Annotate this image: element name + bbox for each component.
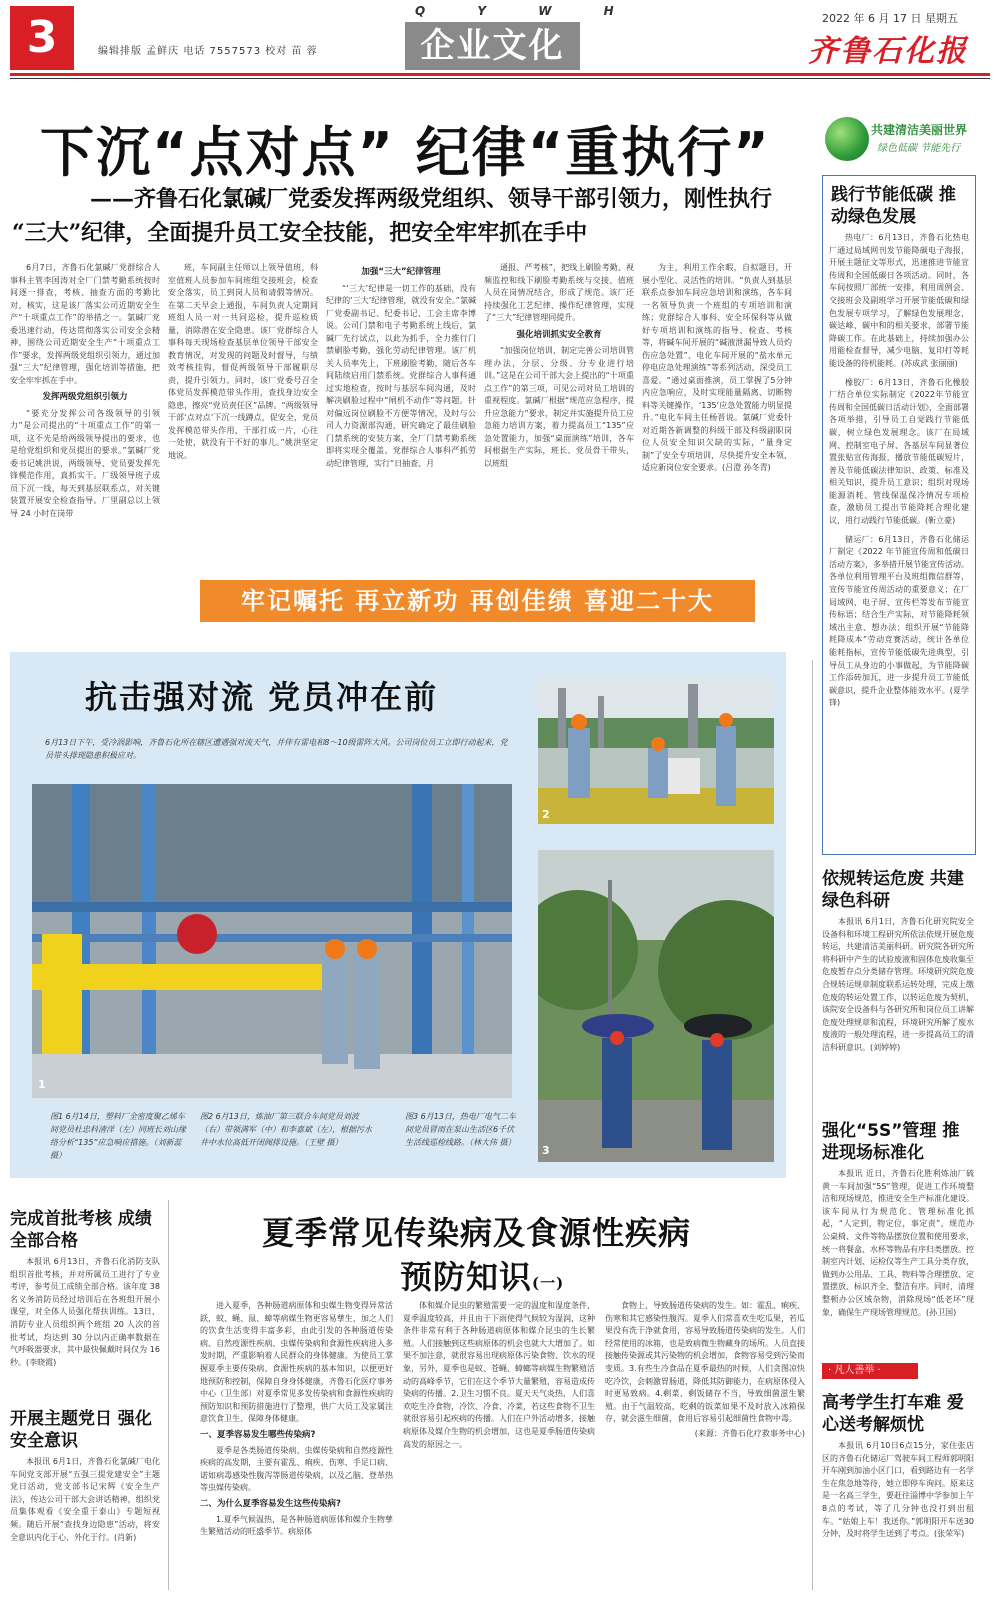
lead-headline: 下沉“点对点” 纪律“重执行” [40, 121, 771, 184]
editor-line: 编辑排版 孟鲜庆 电话 7557573 校对 苗 蓉 [98, 46, 318, 57]
lead-body [10, 262, 810, 622]
photo-feature-headline: 抗击强对流 党员冲在前 [85, 678, 439, 716]
photo-2-image [538, 678, 774, 824]
lead-column-3 [326, 262, 476, 472]
photo-number: 2 [542, 808, 550, 821]
section-heading: 加强“三大”纪律管理 [361, 267, 441, 277]
masthead-rule [10, 73, 990, 76]
photo-number: 1 [38, 1078, 46, 1091]
news-brief-2 [822, 1120, 974, 1319]
energy-saving-box [822, 175, 976, 855]
title-part: 预防知识 [400, 1258, 533, 1296]
brief-heading: 强化“5S”管理 推进现场标准化 [822, 1121, 960, 1163]
paragraph: 橡胶厂：6月13日，齐鲁石化橡胶厂结合单位实际制定《2022年节能宣传周和全国低碳日活动计划》，全面部署各项举措，引导员工自觉践行节能低碳，树立绿色发展理念。该厂在局域网、控制室电子屏、各基层车间显著位置张贴宣传海报，播放节能低碳短片，普及节能低碳法律知识、政策、标准及相关知识，提升员工意识；组织对现场能源消耗、管线保温保冷情况专项检查，激励员工提出节能降耗合理化建议，用行动践行节能低碳。(靳立豪) [829, 377, 969, 526]
column-tag: · 凡人善举 · [822, 1363, 918, 1379]
green-subtitle: 绿色低碳 节能先行 [877, 143, 961, 154]
news-brief-5 [10, 1408, 160, 1544]
slogan-banner: 牢记嘱托 再立新功 再创佳绩 喜迎二十大 [200, 580, 755, 622]
column-divider [168, 1200, 169, 1590]
green-logo-box [825, 115, 975, 165]
paragraph: 夏季是各类肠道传染病、虫媒传染病和自然疫源性疾病的高发期，主要有霍乱、痢疾、伤寒、手足口病、诺如病毒感染性腹泻等肠道传染病，以及乙脑、登革热等虫媒传染病。 [200, 1445, 393, 1493]
paragraph: “要充分发挥公司各级领导的引领力”是公司提出的“十项重点工作”的第一项，这不光是给两级领导提出的要求，也是给党组织和党员提出的要求。”氯碱厂党委书记姚洪说，两级领导、党员要发挥先锋模范作用，真抓实干。厂级领导班子成员下沉一线，每天到基层联系点，对关键装置开展安全检查指导。厂里副总以上领导 24 小时在岗带 [10, 408, 160, 518]
brief-text: 本报讯 6月13日，齐鲁石化消防支队组织首批考核，并对所属员工进行了专业考评，参考员工成绩全部合格。该年度 38 名义务消防员经过培训后在各班组开展小课堂，对全体人员强化帮扶训练。13日，消防专业人员组织两个班组 20 人次的首批考试，均达到 30 分以内正确率数据在气呼吸器要求，其中最快佩戴时间仅为 16 秒。(李晓霞) [10, 1257, 160, 1367]
photo-1-image [32, 784, 512, 1098]
paragraph: 班，车间副主任师以上领导值班，科室值班人员参加车间班组交接班会，检查安全落实，员工到岗人员和请假等情况。在第二天早会上通报，车间负责人定期间班组人员一对一共同巡检，提升巡检质量，消除潜在安全隐患。该厂党群综合人事科每天现场检查基层单位领导干部安全教育情况，对发现的问题及时督导，与绩效考核挂钩，督促两级领导干部履职尽责，提升引领力。同时，该厂党委号召全体党员发挥模范带头作用，查找身边安全隐患，擦亮“党员责任区”品牌。“两级领导干部‘点对点’下沉一线蹲点，促安全，党员发挥模范带头作用，干部打成一片，心往一处使，就没有干不好的事儿。”姚洪坚定地说。 [168, 263, 318, 460]
title-part-suffix: (一) [532, 1274, 565, 1292]
section-heading: 一、夏季容易发生哪些传染病? [200, 1429, 316, 1440]
paragraph: “‘三大’纪律是一切工作的基础，没有纪律的‘三大’纪律管理，就没有安全。”氯碱厂党委副书记、纪委书记、工会主席李博说。公司门禁和电子考勤系统上线后，氯碱厂先行试点，以此为抓手，全力推行门禁刷脸考勤，强化劳动纪律管理。该厂机关人员率先上，下班刷脸考勤，随后各车间陆续启用门禁系统。党群综合人事科通过实地检查，按时与基层车间沟通，及时解决刷脸过程中“闸机不动作”等问题。针对偏远岗位刷脸不方便等情况，及时与公司人力资源部沟通，研究确定了最佳刷脸门禁系统的安装方案，全厂门禁考勤系统即将实现全覆盖。党群综合人事科严抓劳动纪律管理，实行“日抽查、月 [326, 283, 476, 468]
section-heading: 发挥两级党组织引领力 [42, 392, 128, 402]
health-article-title: 夏季常见传染病及食源性疾病 [262, 1214, 692, 1252]
paragraph: 通报、严考核”，把线上刷脸考勤、视频监控和线下刷脸考勤系统与交接、值班人员在岗情况结合，形成了规范。该厂还持续强化工艺纪律、操作纪律管理，实现了“三大”纪律管理同提升。 [484, 263, 634, 322]
paragraph: 6月7日，齐鲁石化氯碱厂党群综合人事科主管李国涛对全厂门禁考勤系统按时间逐一排查，考核、抽查方面的考勤比对、核实，这是该厂落实公司近期安全生产“十项重点工作”的举措之一。氯碱厂党委迅速行动，传达贯彻落实公司安全会精神，围绕公司近期安全生产“十项重点工作”要求，发挥两级党组织引领力，通过加强“三大”纪律管理，强化培训等措施，把安全牢牢抓在手中。 [10, 263, 160, 385]
lead-column-4 [484, 262, 634, 472]
column-divider [812, 660, 813, 1590]
photo-2 [538, 678, 774, 824]
brief-heading: 高考学生打车难 爱心送考解烦忧 [822, 1393, 964, 1435]
issue-date: 2022 年 6 月 17 日 星期五 [822, 12, 958, 25]
green-title: 共建清洁美丽世界 [871, 123, 968, 137]
page-number: 3 [10, 6, 74, 70]
brief-text: 本报讯 6月10日6点15分，家住张店区的齐鲁石化储运厂驾驶车间工程师郭明阳开车刚到加油小区门口，看到路边有一名学生在焦急地等待，她立即停车询问。原来这是一名高三学生，要赶往淄博中学参加上午8点的考试，等了几分钟也没打到出租车。“姑娘上车！我送你。”郭明阳开车送30分钟，及时将学生送到了考点。(张荣军) [822, 1441, 974, 1539]
globe-icon [825, 117, 869, 161]
photo-caption-1: 图1 6月14日，塑料厂全密度聚乙烯车间党员杜忠科清洋（左）同班长刘山缘络分析“135”应急响应措施。（刘新蕊 摄） [50, 1112, 186, 1160]
section-heading: 强化培训抓实安全教育 [516, 329, 602, 340]
paragraph: 热电厂：6月13日，齐鲁石化热电厂通过局域网刊发节能降碳电子海报，开展主题征文等形式，迅速推进节能宣传周和全国低碳日各项活动。同时，各车间按照厂部统一安排，利用周例会、交接班会及副班学习开展节能低碳和绿色发展专项学习，了解绿色发展理念，碳达峰、碳中和的相关要求，部署节能降碳工作。在此基础上，持续加强办公用能检查督导，减少电脑、复印打等耗能设备的待机能耗。(苏成武 张丽丽) [829, 233, 969, 368]
brief-text: 本报讯 6月1日，齐鲁石化氯碱厂电化车间党支部开展“五强三提党建安全”主题党日活动，党支部书记宋辉《安全生产法》，传达公司干部大会讲话精神，组织党员集体观看《安全重于泰山》专题短视频。随后开展“查找身边隐患”活动，将安全意识内化于心、外化于行。(肖新) [10, 1457, 160, 1542]
photo-1 [32, 784, 512, 1098]
brief-text: 本报讯 近日，齐鲁石化胜利炼油厂硫黄一车间加强“5S”管理，促进工作环境整洁和现场规范，推进安全生产标准化建设。该车间从行为规范化、管理标准化抓起，“人定到，物定位，事定责”，规范办公桌椅、文件等物品摆放位置和使用要求，统一将餐盒、水杯等物品有序归类摆放。控制室内计划、运检仪等生产工具分类存放，做到办公用品、工具、物料等合理摆放、定置摆放、标识齐全、整洁有序。同时，清理整顿办公区域杂物，消除现场“低老坏”现象，确保生产现场管理规范。(孙卫国) [822, 1169, 974, 1317]
photo-number: 3 [542, 1144, 550, 1157]
brief-heading: 依规转运危废 共建绿色科研 [822, 869, 964, 911]
paragraph: 储运厂：6月13日，齐鲁石化储运厂制定《2022 年节能宣传周和低碳日活动方案》，多举措开展节能宣传活动。各单位利用管理平台及班组微信群等，宣传节能宣传周活动的重要意义；在厂局域网、电子屏、宣传栏等发布节能宣传标语；结合生产实际，对节能降耗领域出主意、想办法；组织开展“节能降耗降成本”劳动竞赛活动，统计各单位能耗指标，宣传节能低碳先进典型，引导员工从身边的小事做起，为节能降碳工作添砖加瓦，进一步提升员工节能低碳意识，提升企业整体能效水平。(夏学锋) [829, 534, 969, 708]
paper-logo: 齐鲁石化报 [808, 34, 968, 69]
lead-column-5 [642, 262, 792, 477]
section-title: 企业文化 [405, 22, 580, 70]
photo-caption-3: 图3 6月13日，热电厂电气二车间党员冒雨在泵山生活区6千伏生活线巡检线路。（林大伟 摄） [405, 1112, 516, 1147]
section-heading: 二、为什么夏季容易发生这些传染病? [200, 1498, 341, 1509]
masthead-rule-thin [10, 78, 990, 79]
news-brief-4 [10, 1208, 160, 1369]
health-article-title-2 [400, 1252, 564, 1298]
health-column-2 [403, 1300, 595, 1453]
lead-column-1 [10, 262, 160, 522]
lead-subhead-2: “三大”纪律，全面提升员工安全技能，把安全牢牢抓在手中 [12, 220, 588, 246]
news-brief-1 [822, 868, 974, 1055]
lead-subhead-1: ——齐鲁石化氯碱厂党委发挥两级党组织、领导干部引领力，刚性执行 [90, 186, 773, 212]
lead-column-2 [168, 262, 318, 464]
source-note: (来源：齐鲁石化疗救事务中心) [694, 1428, 805, 1438]
paragraph: “加强岗位培训，制定完善公司培训管理办法，分层、分级、分专业进行培训。”这是在公司干部大会上提出的“十项重点工作”的第三项，可见公司对员工培训的重视程度。氯碱厂根据“规范应急程序，提升应急能力”要求，制定并实施提升员工应急能力培训方案，着力提高员工“135”应急处置能力，加强“桌面演练”培训，各车间根据生产实际，班长、党员骨干带头，以班组 [484, 346, 634, 468]
photo-3-image [538, 850, 774, 1162]
paragraph: 为主，利用工作余暇，自拟题目，开展小型化、灵活性的培训。“负责人到基层联系点参加车间应急培训和演练，各车间一名领导负责一个班组的专项培训和演练；党群综合人事科、安全环保科等从做好专项培训和演练的指导、检查、考核等，将碱车间开展的“碱液泄漏导致人员灼伤应急处置”、电化车间开展的“盐水单元停电应急处理演练”等系列活动，深受员工喜爱。“通过桌面推演，员工掌握了5分钟内应急响应，及时实现能量隔离、切断物料等关键操作，‘135’应急处置能力明显提升。”电化车间主任杨晋说。氯碱厂党委针对近期各新调整的科级干部及科级副职岗位人员安全知识欠缺的实际，“量身定制”了安全专项培训，尽快提升安全本领，适应新岗位安全要求。(吕澄 孙冬青) [642, 263, 792, 472]
news-brief-3 [822, 1392, 974, 1541]
paragraph: 体和媒介昆虫的繁殖需要一定的温度和湿度条件，夏季温度较高，并且由于下雨使得气候较为湿润，这种条件非常有利于各种肠道病原体和媒介昆虫的生长繁殖。人们接触到这些病原体的机会也就大大增加了。如果不加注意，就很容易出现病原体污染食物、饮水的现象，另外，夏季也是蚊、苍蝇、蟑螂等病媒生物繁殖活动的高峰季节，它们在这个季节大量繁殖，容易造成传染病的传播。2.卫生习惯不良。夏天天气炎热，人们喜欢吃生冷食物，冷饮、冷食、冷菜，若这些食物不卫生就很容易引起疾病的传播。人们在户外活动增多，接触病原体及媒介生物的机会增加，这也是夏季肠道传染病高发的原因之一。 [403, 1301, 595, 1449]
box-heading: 践行节能低碳 推动绿色发展 [831, 185, 956, 227]
photo-3 [538, 850, 774, 1162]
health-column-1 [200, 1300, 393, 1541]
brief-heading: 完成首批考核 成绩全部合格 [10, 1209, 152, 1251]
photo-caption-2: 图2 6月13日，炼油厂第三联合车间党员刘波（右）带领满军（中）和李嘉斌（左），根据污水井中水位高低开闭阀排设施。（王壁 摄） [200, 1112, 372, 1147]
photo-feature-intro: 6月13日下午，受冷涡影响，齐鲁石化所在辖区遭遇强对流天气，并伴有雷电和8～10级雷阵大风。公司岗位员工立即行动起来，党员带头排现隐患积极应对。 [45, 738, 508, 760]
health-column-3 [605, 1300, 805, 1443]
brief-text: 本报讯 6月1日，齐鲁石化研究院安全设备科和环境工程研究所依法依规开展危废转运，共建清洁美丽科研。研究院各研究所将科研中产生的试验废液和固体危废收集至危废暂存点分类储存管理。环境研究院危废合规转运规章制度联系运转处理，完成上缴危废的转运处置工作，以转运危废为契机，该院安全设备科与各研究所和岗位员工讲解危废处理规章和流程，环境研究所解了废水废液的一般处理流程，进一步提高员工的清洁科研意识。(刘婷婷) [822, 917, 974, 1052]
paragraph: 进入夏季，各种肠道病原体和虫媒生物变得异常活跃，蚊、蝇、鼠、蟑等病媒生物更容易孳生，加之人们的饮食生活变得丰富多彩，由此引发的各种肠道传染病、自然疫源性疾病、虫媒传染病和食源性疾病进入多发时期，严重影响着人民群众的身体健康。为使员工掌握夏季主要传染病、食源性疾病的基本知识，以便更好地预防和控制，保障自身身体健康，齐鲁石化医疗事务中心（卫生部）对夏季常见多发传染病和食源性疾病的预防知识和预防措施进行了整理，供广大员工及家属注意饮食卫生、保障身体健康。 [200, 1301, 393, 1424]
brief-heading: 开展主题党日 强化安全意识 [10, 1409, 152, 1451]
section-pinyin: Q Y W H [415, 4, 638, 18]
paragraph: 食物上，导致肠道传染病的发生。如：霍乱、痢疾、伤寒和其它感染性腹泻。夏季人们常喜欢生吃瓜果，若瓜果没有洗干净就食用，容易导致肠道传染病的发生。人们经常使用的冰箱，也是致病微生物藏身的场所。人员直接接触传染源或其污染物的机会增加，食物容易受到污染而变质。3.有些生冷食品在夏季最热的时候，人们贪图凉快吃冷饮，会刺激胃肠道，降低其防御能力，在病原体侵入时更易致病。4.剩菜、剩饭储存不当，导致细菌滋生繁殖。由于气温较高，吃剩的饭菜如果不及时放入冰箱保存，就会滋生细菌，食用后容易引起细菌性食物中毒。 [605, 1301, 805, 1424]
paragraph: 1.夏季气候温热，是各种肠道病原体和媒介生物孳生繁殖活动的旺盛季节。病原体 [200, 1514, 393, 1537]
